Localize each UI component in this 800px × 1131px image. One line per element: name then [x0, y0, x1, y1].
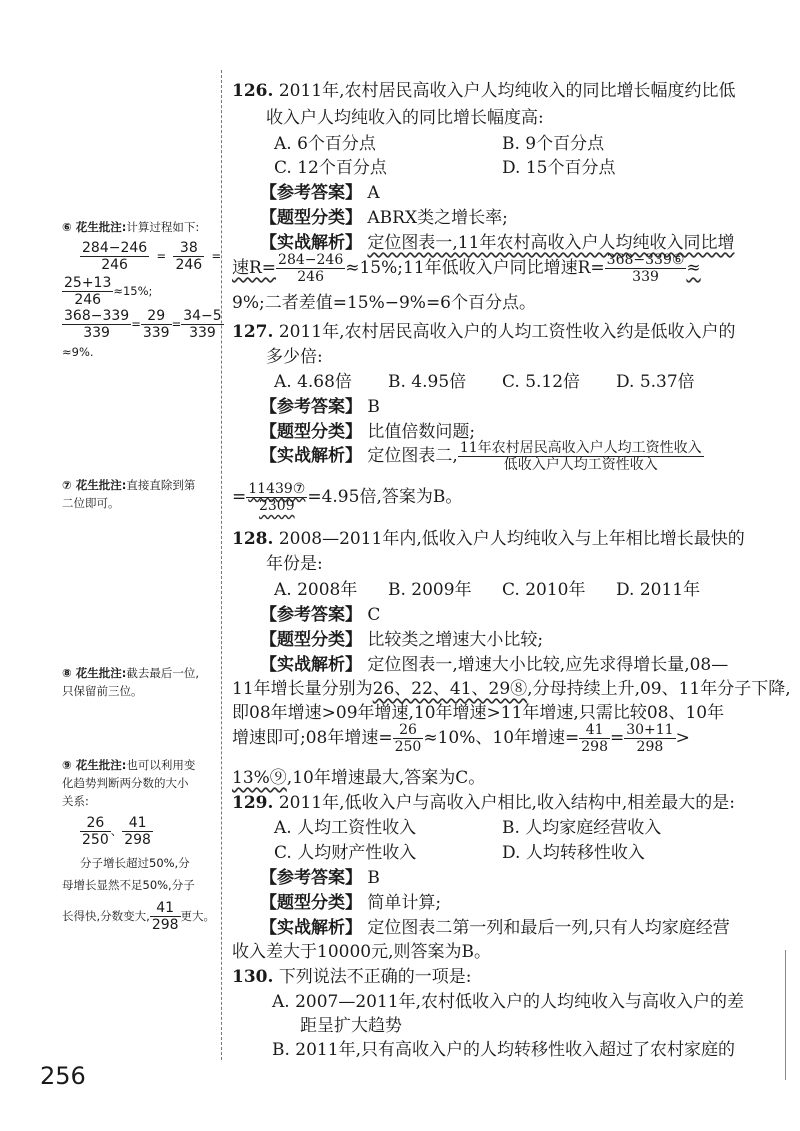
- fraction: $\frac{26}{250}$: [82, 815, 109, 848]
- option-a: A. 人均工资性收入: [274, 818, 417, 838]
- fraction: $\frac{38}{246}$: [175, 240, 203, 273]
- fraction: $\frac{41}{298}$: [581, 722, 608, 755]
- page-edge-line: [785, 950, 786, 1080]
- question-stem: 2011年,农村居民高收入户人均纯收入的同比增长幅度约比低: [278, 81, 736, 101]
- answer: B: [367, 868, 380, 888]
- option-a: A. 2008年: [274, 580, 358, 600]
- option-d: D. 人均转移性收入: [502, 843, 645, 863]
- option-b: B. 人均家庭经营收入: [502, 818, 662, 838]
- question-stem: 收入户人均纯收入的同比增长幅度高:: [266, 108, 544, 128]
- option-d: D. 5.37倍: [616, 372, 695, 392]
- option-c: C. 12个百分点: [274, 158, 387, 178]
- option-b: B. 2011年,只有高收入户的人均转移性收入超过了农村家庭的: [272, 1040, 735, 1060]
- fraction: $\frac{41}{298}$: [151, 900, 179, 933]
- fraction: $\frac{29}{339}$: [142, 308, 170, 341]
- option-c: C. 2010年: [502, 580, 586, 600]
- fraction: $\frac{368-339}{339}$: [64, 308, 130, 341]
- fraction: $\frac{41}{298}$: [124, 815, 151, 848]
- fraction: $\frac{30+11}{298}$: [626, 722, 674, 755]
- fraction: $\frac{26}{250}$: [394, 722, 422, 755]
- note-text: 计算过程如下:: [126, 220, 200, 234]
- option-b: B. 4.95倍: [388, 372, 467, 392]
- margin-divider: [221, 70, 222, 1060]
- answer: B: [367, 397, 380, 417]
- note-label: ⑥ 花生批注:: [62, 220, 127, 234]
- answer: A: [367, 183, 380, 203]
- question-type: ABRX类之增长率;: [367, 208, 508, 228]
- option-a: A. 2007—2011年,农村低收入户的人均纯收入与高收入户的差: [272, 992, 745, 1012]
- option-a: A. 6个百分点: [274, 134, 376, 154]
- fraction: $\frac{\text{11年农村居民高收入户人均工资性收入}}{\text{低收入户人均工资性收入}}$: [459, 440, 702, 473]
- fraction: $\frac{34-5}{339}$: [183, 308, 222, 341]
- note-result: ≈9%.: [62, 345, 94, 359]
- option-a: A. 4.68倍: [274, 372, 352, 392]
- fraction: $\frac{\text{11439⑦}}{2309}$: [248, 481, 306, 514]
- page-number: 256: [40, 1062, 86, 1090]
- option-d: D. 2011年: [616, 580, 701, 600]
- fraction: $\frac{284-246}{246}$: [278, 252, 344, 285]
- fraction: $\frac{25+13}{246}$: [64, 275, 112, 308]
- option-c: C. 5.12倍: [502, 372, 581, 392]
- question-number: 126.: [232, 81, 274, 101]
- option-b: B. 2009年: [388, 580, 472, 600]
- explanation-text: 9%;二者差值=15%−9%=6个百分点。: [232, 293, 536, 313]
- answer: C: [367, 605, 381, 625]
- option-b: B. 9个百分点: [502, 134, 605, 154]
- fraction: $\frac{\text{368−339⑥}}{339}$: [606, 252, 685, 285]
- fraction: $\frac{284-246}{246}$: [82, 240, 148, 273]
- option-d: D. 15个百分点: [502, 158, 616, 178]
- option-c: C. 人均财产性收入: [274, 843, 417, 863]
